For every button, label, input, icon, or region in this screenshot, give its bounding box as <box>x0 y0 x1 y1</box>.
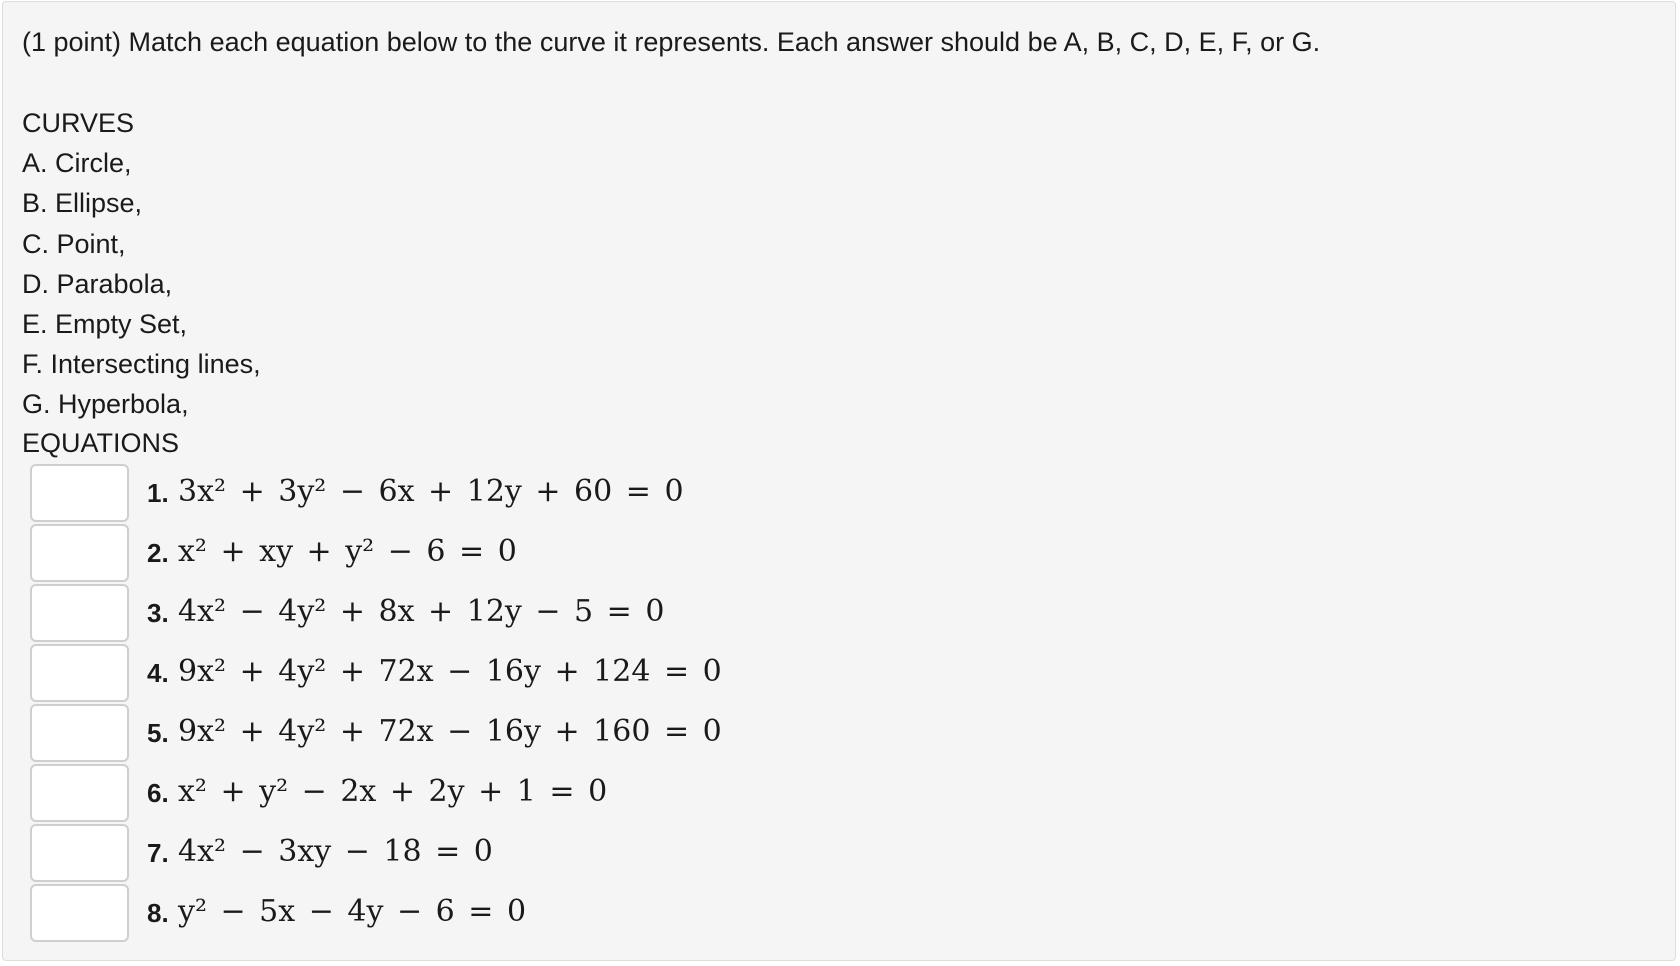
equation-row-6 <box>30 764 730 822</box>
curve-option-e: E. Empty Set, <box>22 309 188 340</box>
equation-number: 7. <box>147 838 169 868</box>
equation-number: 4. <box>147 658 169 688</box>
equation-expression: 9x² + 4y² + 72x − 16y + 160 = 0 <box>178 714 722 749</box>
equation-expression: 4x² − 4y² + 8x + 12y − 5 = 0 <box>178 594 665 629</box>
curve-option-f: F. Intersecting lines, <box>22 349 261 380</box>
equation-expression: 4x² − 3xy − 18 = 0 <box>178 834 493 869</box>
curve-option-d: D. Parabola, <box>22 268 173 299</box>
answer-input-5[interactable] <box>30 704 129 762</box>
equation-number: 5. <box>147 718 169 748</box>
equation-number: 2. <box>147 538 169 568</box>
answer-input-2[interactable] <box>30 524 129 582</box>
answer-input-4[interactable] <box>30 644 129 702</box>
curves-list <box>22 103 261 425</box>
equation-row-3 <box>30 584 730 642</box>
answer-input-8[interactable] <box>30 884 129 942</box>
curve-option-g: G. Hyperbola, <box>22 389 189 420</box>
problem-panel <box>2 1 1676 961</box>
equation-number: 6. <box>147 778 169 808</box>
equation-expression: x² + xy + y² − 6 = 0 <box>178 534 517 569</box>
equation-row-8 <box>30 884 730 942</box>
curve-option-b: B. Ellipse, <box>22 188 143 219</box>
equation-expression: x² + y² − 2x + 2y + 1 = 0 <box>178 774 608 809</box>
problem-prompt: (1 point) Match each equation below to the curve it represents. Each answer should be A, B, C, D, E, F, or G. <box>22 27 1321 57</box>
equation-number: 1. <box>147 478 169 508</box>
equation-row-7 <box>30 824 730 882</box>
equation-row-4 <box>30 644 730 702</box>
equation-row-5 <box>30 704 730 762</box>
equation-number: 3. <box>147 598 169 628</box>
curve-option-a: A. Circle, <box>22 148 132 179</box>
equation-row-2 <box>30 524 730 582</box>
equation-expression: y² − 5x − 4y − 6 = 0 <box>178 894 527 929</box>
answer-input-6[interactable] <box>30 764 129 822</box>
curve-option-c: C. Point, <box>22 228 126 259</box>
answer-input-3[interactable] <box>30 584 129 642</box>
answer-input-1[interactable] <box>30 464 129 522</box>
answer-input-7[interactable] <box>30 824 129 882</box>
equation-expression: 9x² + 4y² + 72x − 16y + 124 = 0 <box>178 654 722 689</box>
equation-number: 8. <box>147 898 169 928</box>
curves-heading: CURVES <box>22 108 135 138</box>
equations-heading: EQUATIONS <box>22 428 180 458</box>
equation-expression: 3x² + 3y² − 6x + 12y + 60 = 0 <box>178 474 684 509</box>
equation-row-1 <box>30 464 730 522</box>
